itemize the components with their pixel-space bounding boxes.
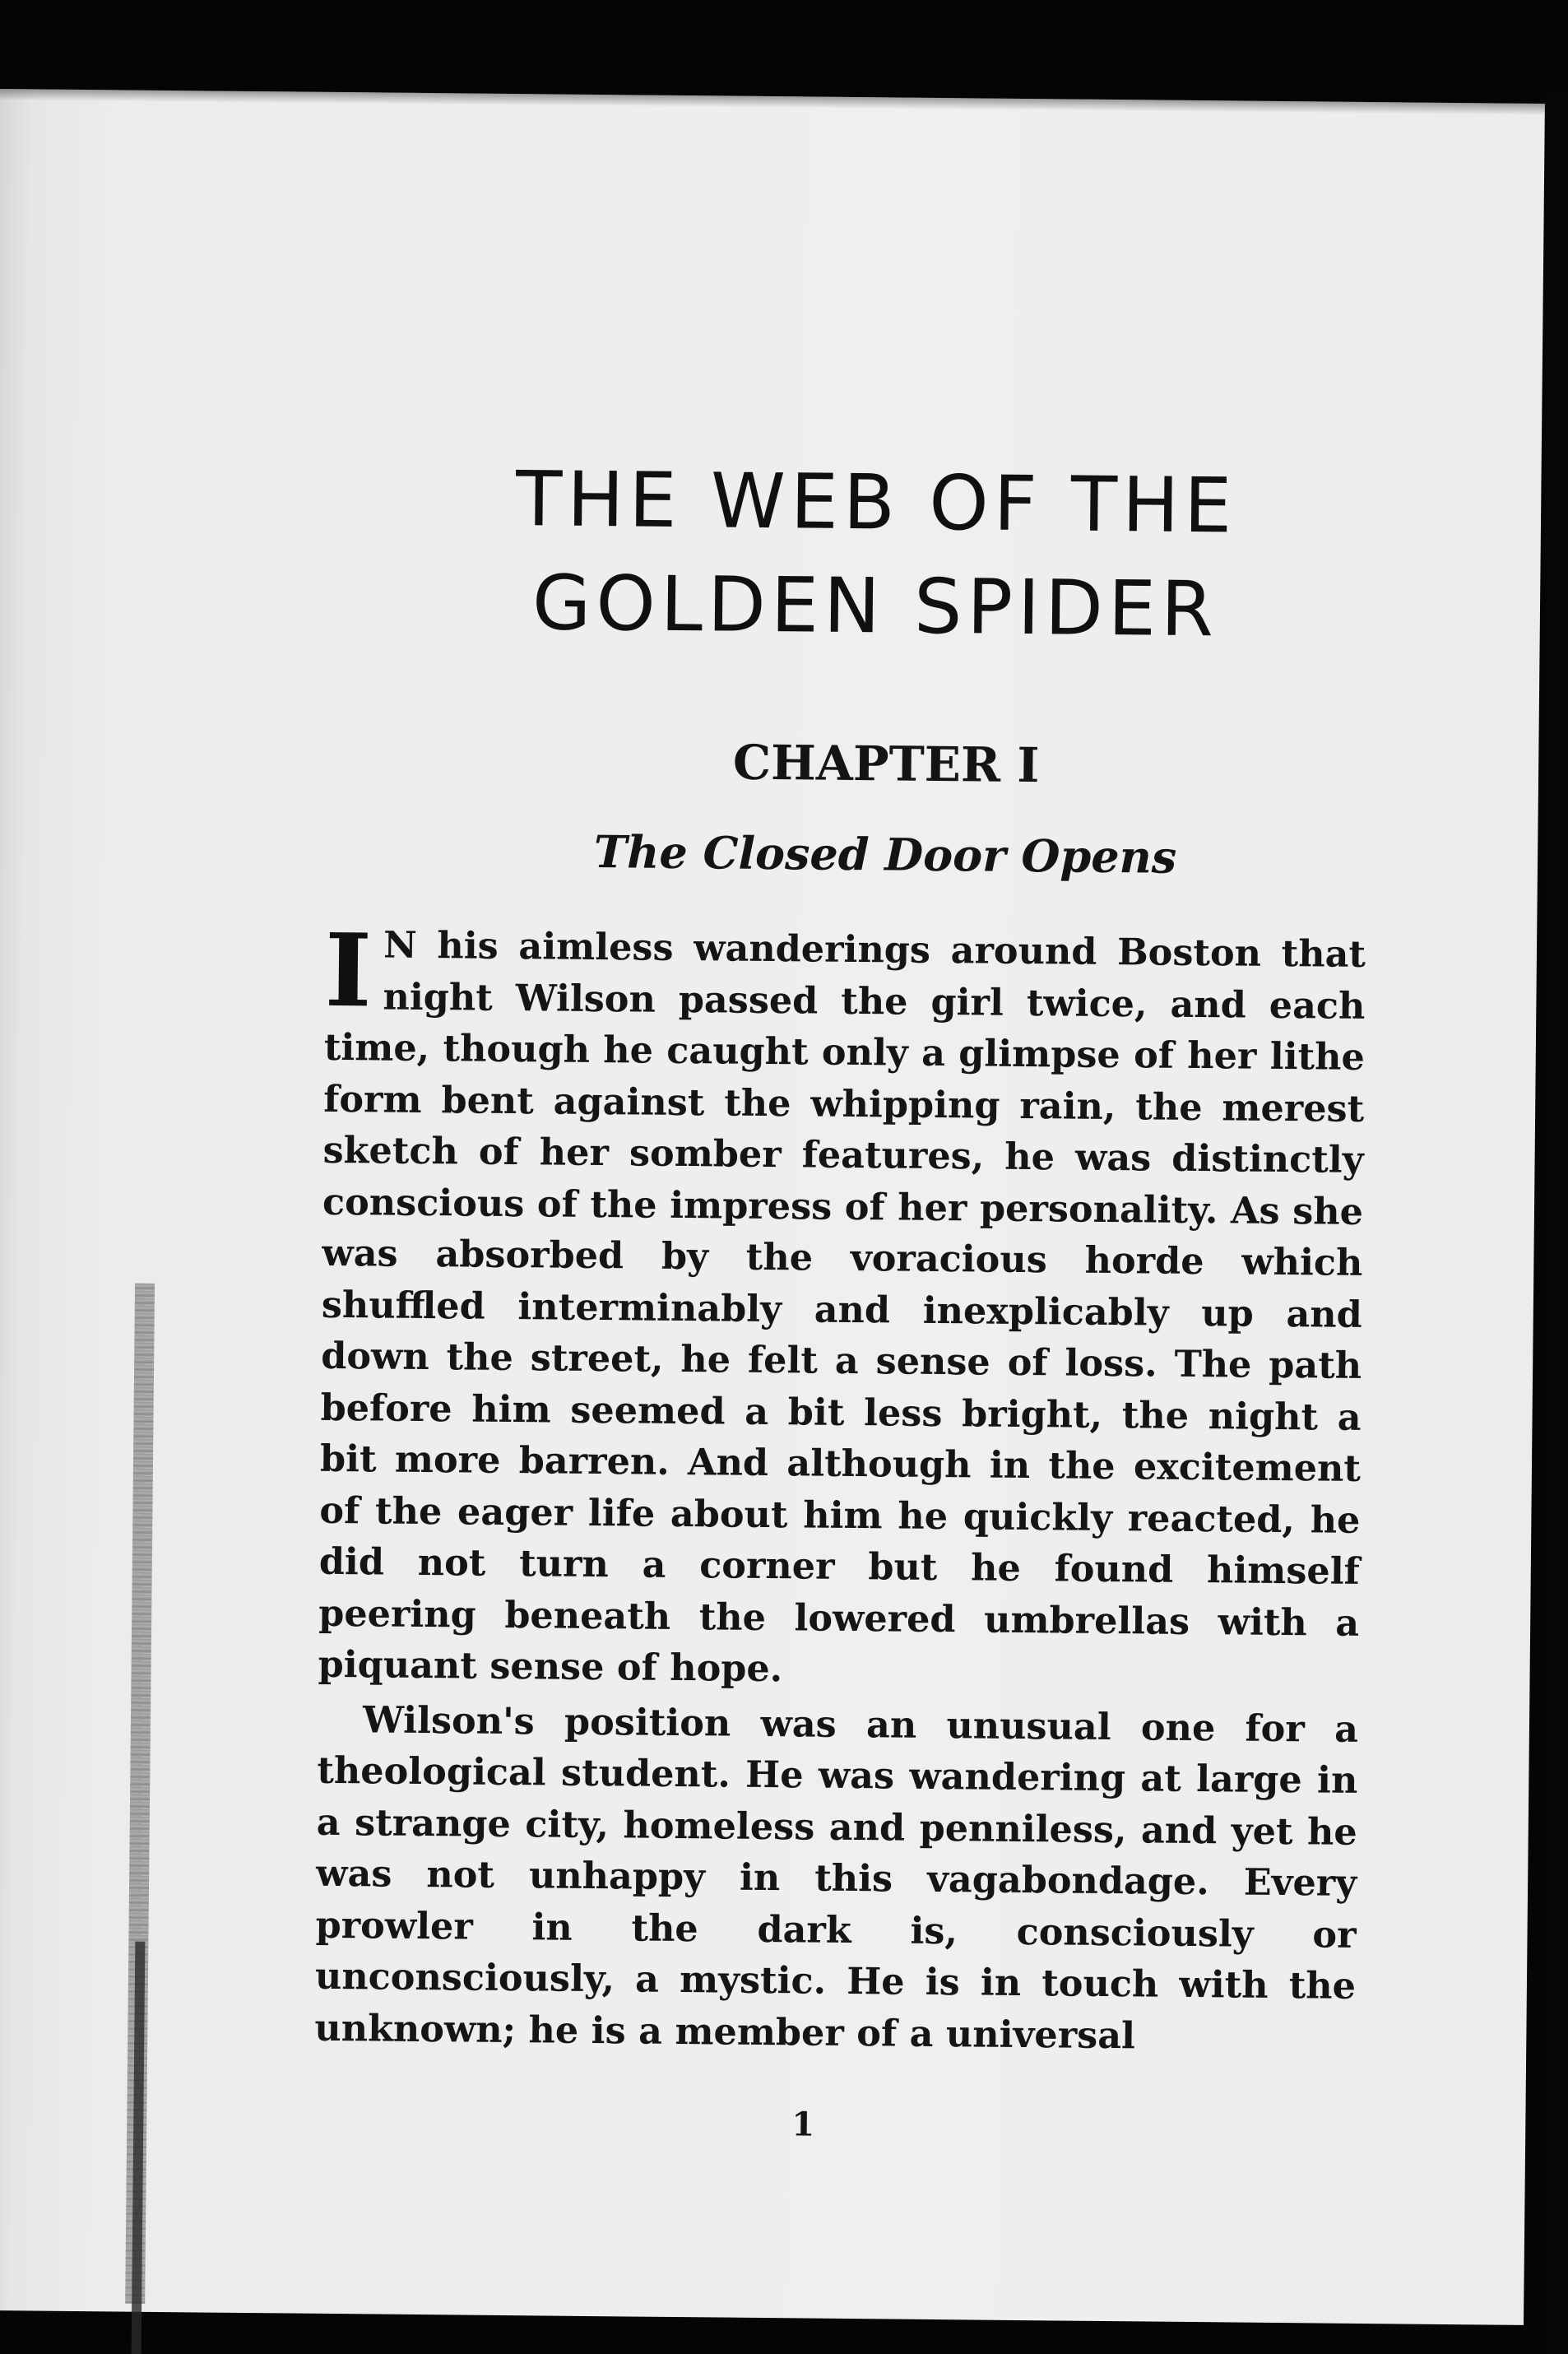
book-title: [410, 447, 1341, 663]
page-number: 1: [791, 2105, 815, 2144]
drop-cap: I: [324, 910, 373, 1030]
book-page: [0, 89, 1545, 2325]
chapter-number: CHAPTER I: [732, 734, 1040, 794]
paragraph-2: Wilson's position was an unusual one for a theological student. He was wandering at large in a strange city, homeless and penniless, and yet he was not unhappy in this vagabondage. Every prowler in the dark is, consciously or unconsciously, a mystic. He is in touch with the unknown; he is a member of a universal: [314, 1697, 1359, 2057]
paragraph-1: [318, 910, 1366, 1701]
paragraph-1-text: N his aimless wanderings around Boston that night Wilson passed the girl twice, and each time, though he caught only a glimpse of her lithe form bent against the whipping rain, the merest sketch of her somber features, he was distinctly conscious of the impress of her personality. As she was absorbed by the voracious horde which shuffled interminably and inexplicably up and down the street, he felt a sense of loss. The path before him seemed a bit less bright, the night a bit more barren. And although in the excitement of the eager life about him he quickly reacted, he did not turn a corner but he found himself peering beneath the lowered umbrellas with a piquant sense of hope.: [318, 923, 1366, 1691]
book-title-line-2: GOLDEN SPIDER: [531, 559, 1219, 654]
chapter-body: [314, 910, 1366, 2064]
chapter-title: The Closed Door Opens: [593, 824, 1177, 884]
scan-right-edge: [1545, 89, 1568, 2354]
book-title-line-1: THE WEB OF THE: [515, 455, 1237, 550]
page-content: [0, 89, 1545, 2325]
